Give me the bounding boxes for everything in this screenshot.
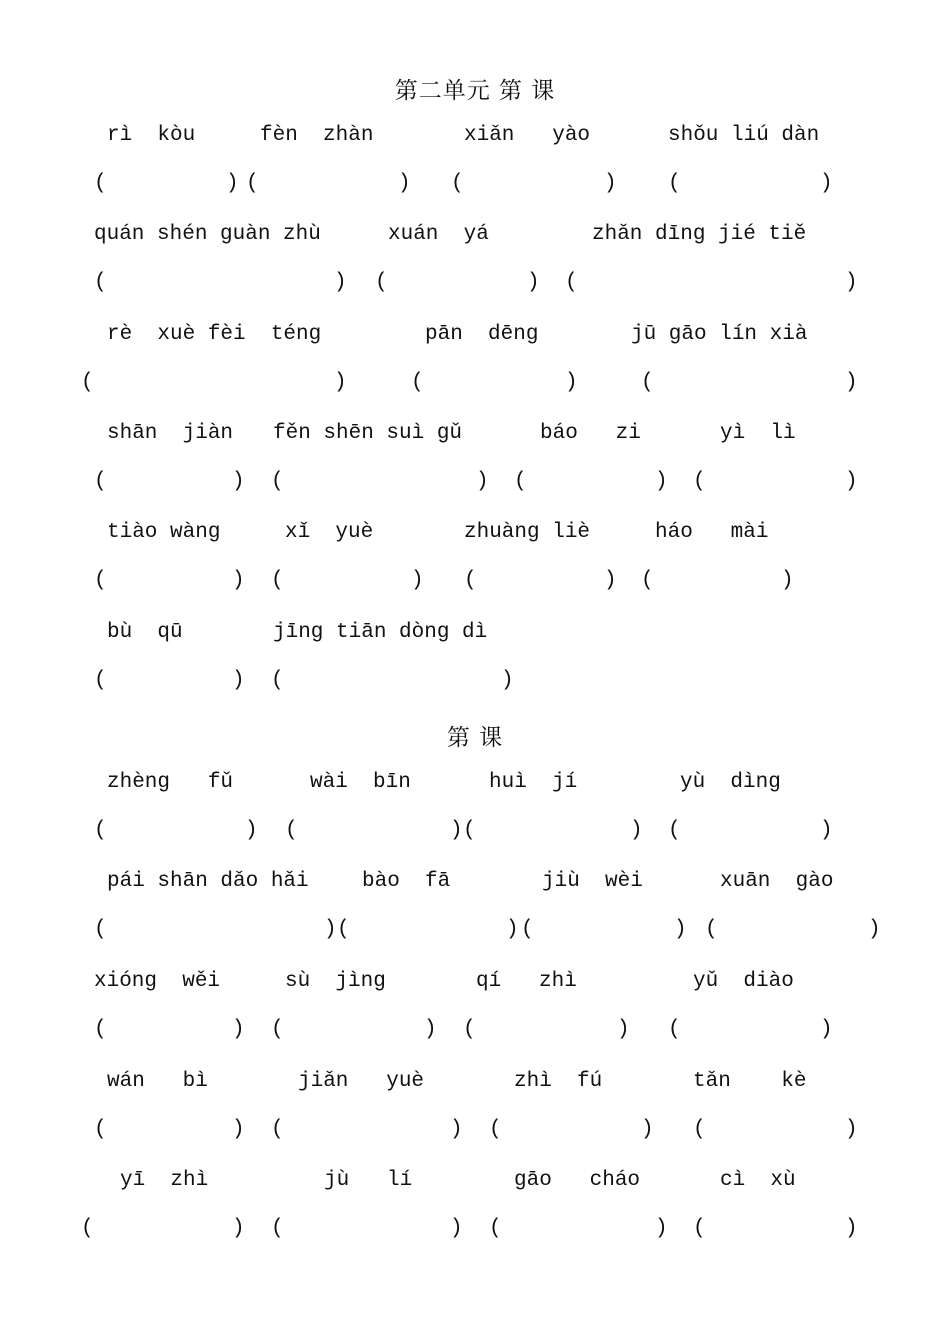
answer-paren-close: ) bbox=[232, 470, 245, 493]
answer-paren-close: ) bbox=[630, 819, 643, 842]
pinyin-word: xióng wěi bbox=[94, 970, 221, 993]
answer-paren-open: ( bbox=[641, 569, 654, 592]
answer-paren-close: ) bbox=[334, 271, 347, 294]
pinyin-word: qí zhì bbox=[476, 970, 577, 993]
answer-paren-open: ( bbox=[705, 918, 718, 941]
answer-paren-open: ( bbox=[271, 569, 284, 592]
pinyin-word: jù lí bbox=[324, 1169, 413, 1192]
pinyin-word: pān dēng bbox=[425, 323, 539, 346]
answer-paren-open: ( bbox=[489, 1217, 502, 1240]
answer-paren-open: ( bbox=[246, 172, 259, 195]
answer-paren-close: ) bbox=[604, 569, 617, 592]
answer-paren-open: ( bbox=[514, 470, 527, 493]
answer-paren-open: ( bbox=[81, 371, 94, 394]
answer-paren-open: ( bbox=[521, 918, 534, 941]
answer-paren-open: ( bbox=[271, 470, 284, 493]
answer-paren-open: ( bbox=[94, 669, 107, 692]
answer-paren-close: ) bbox=[820, 1018, 833, 1041]
pinyin-word: zhì fú bbox=[514, 1070, 603, 1093]
answer-paren-close: ) bbox=[232, 1018, 245, 1041]
answer-paren-open: ( bbox=[94, 1018, 107, 1041]
answer-paren-open: ( bbox=[94, 172, 107, 195]
pinyin-word: rè xuè fèi téng bbox=[107, 323, 322, 346]
pinyin-word: shǒu liú dàn bbox=[668, 124, 820, 147]
answer-paren-open: ( bbox=[668, 172, 681, 195]
answer-paren-close: ) bbox=[845, 371, 858, 394]
answer-paren-close: ) bbox=[501, 669, 514, 692]
pinyin-word: báo zi bbox=[540, 422, 641, 445]
pinyin-word: jū gāo lín xià bbox=[631, 323, 808, 346]
answer-paren-close: ) bbox=[820, 819, 833, 842]
answer-paren-open: ( bbox=[271, 669, 284, 692]
answer-paren-open: ( bbox=[94, 1118, 107, 1141]
answer-paren-open: ( bbox=[375, 271, 388, 294]
pinyin-word: bù qū bbox=[107, 621, 183, 644]
answer-paren-open: ( bbox=[81, 1217, 94, 1240]
pinyin-word: gāo cháo bbox=[514, 1169, 641, 1192]
answer-paren-close: ) bbox=[245, 819, 258, 842]
answer-paren-close: ) bbox=[655, 470, 668, 493]
answer-paren-close: ) bbox=[424, 1018, 437, 1041]
answer-paren-close: ) bbox=[450, 819, 463, 842]
answer-paren-close: ) bbox=[226, 172, 239, 195]
answer-paren-open: ( bbox=[271, 1018, 284, 1041]
answer-paren-close: ) bbox=[232, 669, 245, 692]
answer-paren-close: ) bbox=[617, 1018, 630, 1041]
answer-paren-close: ) bbox=[820, 172, 833, 195]
answer-paren-open: ( bbox=[94, 819, 107, 842]
answer-paren-open: ( bbox=[565, 271, 578, 294]
pinyin-word: yù dìng bbox=[680, 771, 781, 794]
answer-paren-open: ( bbox=[271, 1118, 284, 1141]
answer-paren-close: ) bbox=[781, 569, 794, 592]
pinyin-word: fěn shēn suì gǔ bbox=[273, 422, 463, 445]
answer-paren-open: ( bbox=[693, 1217, 706, 1240]
answer-paren-close: ) bbox=[565, 371, 578, 394]
answer-paren-open: ( bbox=[693, 470, 706, 493]
answer-paren-close: ) bbox=[506, 918, 519, 941]
section1-title: 第二单元 第 课 bbox=[394, 78, 556, 104]
answer-paren-open: ( bbox=[94, 918, 107, 941]
pinyin-word: wài bīn bbox=[310, 771, 411, 794]
answer-paren-close: ) bbox=[845, 1118, 858, 1141]
answer-paren-open: ( bbox=[411, 371, 424, 394]
answer-paren-close: ) bbox=[674, 918, 687, 941]
answer-paren-close: ) bbox=[398, 172, 411, 195]
pinyin-word: cì xù bbox=[720, 1169, 796, 1192]
pinyin-word: xǐ yuè bbox=[285, 521, 374, 544]
pinyin-word: xuān gào bbox=[720, 870, 834, 893]
answer-paren-open: ( bbox=[464, 569, 477, 592]
answer-paren-close: ) bbox=[868, 918, 881, 941]
pinyin-word: rì kòu bbox=[107, 124, 196, 147]
answer-paren-open: ( bbox=[668, 819, 681, 842]
answer-paren-close: ) bbox=[604, 172, 617, 195]
answer-paren-close: ) bbox=[476, 470, 489, 493]
answer-paren-close: ) bbox=[845, 470, 858, 493]
pinyin-word: yì lì bbox=[720, 422, 796, 445]
pinyin-word: tiào wàng bbox=[107, 521, 221, 544]
pinyin-word: xuán yá bbox=[388, 223, 489, 246]
pinyin-word: xiǎn yào bbox=[464, 124, 591, 147]
answer-paren-open: ( bbox=[285, 819, 298, 842]
answer-paren-close: ) bbox=[450, 1217, 463, 1240]
pinyin-word: wán bì bbox=[107, 1070, 208, 1093]
answer-paren-open: ( bbox=[451, 172, 464, 195]
answer-paren-open: ( bbox=[271, 1217, 284, 1240]
answer-paren-open: ( bbox=[641, 371, 654, 394]
answer-paren-open: ( bbox=[489, 1118, 502, 1141]
pinyin-word: sù jìng bbox=[285, 970, 386, 993]
answer-paren-close: ) bbox=[334, 371, 347, 394]
answer-paren-close: ) bbox=[324, 918, 337, 941]
pinyin-word: pái shān dǎo hǎi bbox=[107, 870, 309, 893]
answer-paren-open: ( bbox=[463, 819, 476, 842]
answer-paren-open: ( bbox=[463, 1018, 476, 1041]
answer-paren-close: ) bbox=[411, 569, 424, 592]
pinyin-word: jīng tiān dòng dì bbox=[273, 621, 488, 644]
pinyin-word: zhǎn dīng jié tiě bbox=[592, 223, 807, 246]
pinyin-word: zhuàng liè bbox=[464, 521, 591, 544]
pinyin-word: jiǎn yuè bbox=[298, 1070, 425, 1093]
answer-paren-close: ) bbox=[845, 1217, 858, 1240]
answer-paren-close: ) bbox=[232, 1118, 245, 1141]
answer-paren-close: ) bbox=[450, 1118, 463, 1141]
pinyin-word: yī zhì bbox=[120, 1169, 209, 1192]
answer-paren-open: ( bbox=[693, 1118, 706, 1141]
section2-title: 第 课 bbox=[446, 725, 504, 751]
answer-paren-close: ) bbox=[232, 569, 245, 592]
pinyin-word: jiù wèi bbox=[542, 870, 643, 893]
answer-paren-open: ( bbox=[94, 569, 107, 592]
pinyin-word: quán shén guàn zhù bbox=[94, 223, 321, 246]
answer-paren-open: ( bbox=[668, 1018, 681, 1041]
answer-paren-close: ) bbox=[655, 1217, 668, 1240]
answer-paren-open: ( bbox=[94, 271, 107, 294]
pinyin-word: huì jí bbox=[489, 771, 578, 794]
pinyin-word: fèn zhàn bbox=[260, 124, 374, 147]
answer-paren-close: ) bbox=[232, 1217, 245, 1240]
answer-paren-close: ) bbox=[527, 271, 540, 294]
pinyin-word: yǔ diào bbox=[693, 970, 794, 993]
pinyin-word: háo mài bbox=[655, 521, 769, 544]
answer-paren-open: ( bbox=[337, 918, 350, 941]
answer-paren-close: ) bbox=[845, 271, 858, 294]
answer-paren-open: ( bbox=[94, 470, 107, 493]
pinyin-word: tǎn kè bbox=[693, 1070, 807, 1093]
pinyin-word: bào fā bbox=[362, 870, 451, 893]
pinyin-word: zhèng fǔ bbox=[107, 771, 234, 794]
pinyin-word: shān jiàn bbox=[107, 422, 234, 445]
answer-paren-close: ) bbox=[641, 1118, 654, 1141]
